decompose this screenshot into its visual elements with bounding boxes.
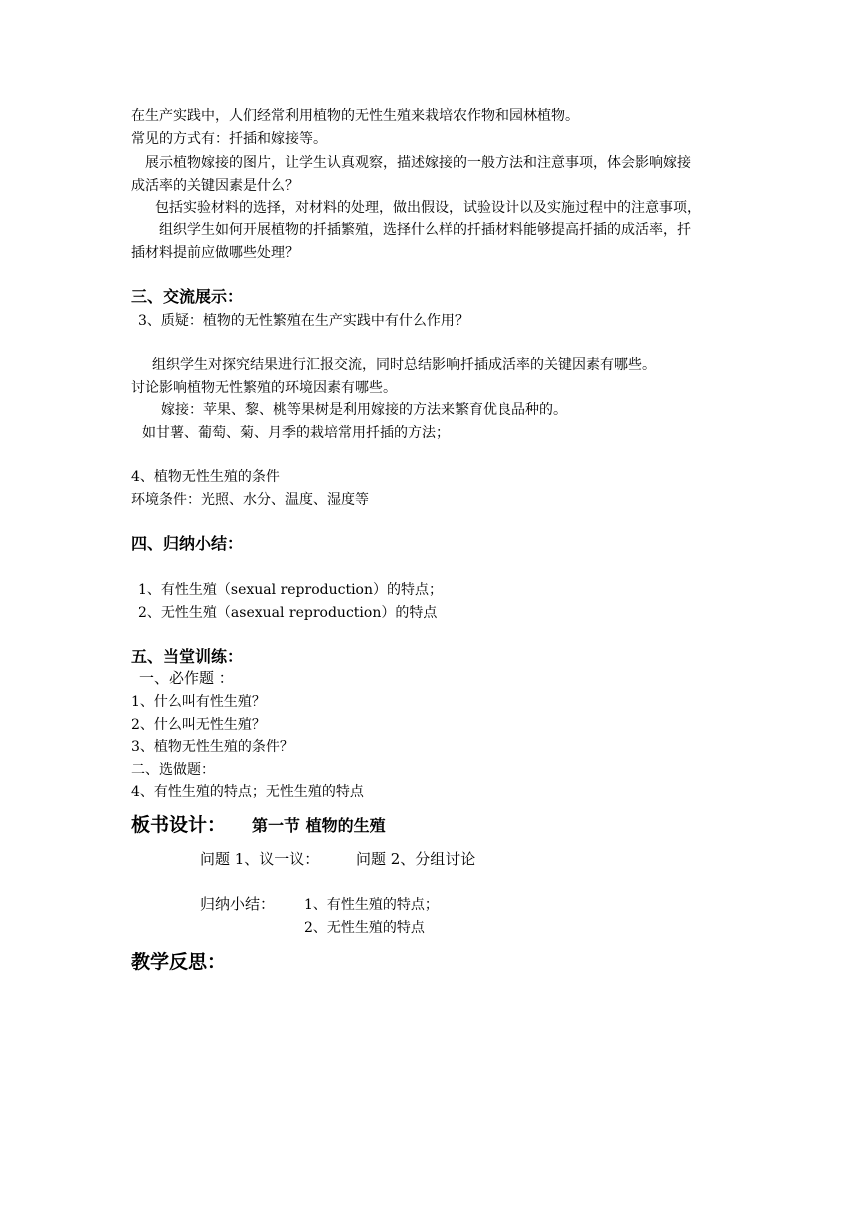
board-issue-1: 问题 1、议一议：	[200, 850, 320, 868]
subheading-required: 一、必作题 ：	[139, 669, 234, 687]
paragraph-line: 如甘薯、葡萄、菊、月季的栽培常用扦插的方法；	[142, 425, 450, 441]
question-line: 2、什么叫无性生殖？	[131, 717, 266, 733]
question-line: 1、什么叫有性生殖？	[131, 694, 266, 710]
board-design-heading: 板书设计：	[131, 814, 227, 836]
paragraph-line: 组织学生如何开展植物的扦插繁殖，选择什么样的扦插材料能够提高扦插的成活率，扦	[159, 222, 691, 238]
question-line: 3、植物无性生殖的条件？	[131, 739, 294, 755]
board-summary-item: 2、无性生殖的特点	[304, 920, 425, 936]
paragraph-line: 包括实验材料的选择，对材料的处理，做出假设，试验设计以及实施过程中的注意事项，	[155, 200, 701, 216]
teaching-reflection-heading: 教学反思：	[131, 951, 227, 973]
paragraph-line: 环境条件：光照、水分、温度、湿度等	[131, 492, 369, 508]
paragraph-line: 嫁接：苹果、黎、桃等果树是利用嫁接的方法来繁育优良品种的。	[161, 402, 567, 418]
question-line: 4、有性生殖的特点；无性生殖的特点	[131, 784, 364, 800]
paragraph-line: 展示植物嫁接的图片，让学生认真观察，描述嫁接的一般方法和注意事项，体会影响嫁接	[145, 155, 691, 171]
question-line: 3、质疑：植物的无性繁殖在生产实践中有什么作用？	[138, 313, 469, 329]
section-heading-summary: 四、归纳小结：	[131, 534, 244, 553]
section-heading-exchange: 三、交流展示：	[131, 287, 244, 306]
paragraph-line: 插材料提前应做哪些处理？	[131, 245, 299, 261]
paragraph-line: 讨论影响植物无性繁殖的环境因素有哪些。	[131, 380, 397, 396]
section-heading-practice: 五、当堂训练：	[131, 647, 244, 666]
paragraph-line: 4、植物无性生殖的条件	[131, 469, 280, 485]
board-summary-item: 1、有性生殖的特点；	[304, 897, 439, 913]
paragraph-line: 在生产实践中，人们经常利用植物的无性生殖来栽培农作物和园林植物。	[131, 108, 579, 124]
paragraph-line: 成活率的关键因素是什么？	[131, 178, 299, 194]
subheading-optional: 二、选做题：	[131, 762, 215, 778]
paragraph-line: 组织学生对探究结果进行汇报交流，同时总结影响扦插成活率的关键因素有哪些。	[152, 357, 656, 373]
board-issue-2: 问题 2、分组讨论	[356, 850, 476, 868]
list-item: 2、无性生殖（asexual reproduction）的特点	[138, 605, 438, 621]
paragraph-line: 常见的方式有：扦插和嫁接等。	[131, 131, 327, 147]
board-title: 第一节 植物的生殖	[252, 816, 386, 835]
board-summary-label: 归纳小结：	[200, 895, 276, 913]
list-item: 1、有性生殖（sexual reproduction）的特点；	[138, 582, 443, 598]
